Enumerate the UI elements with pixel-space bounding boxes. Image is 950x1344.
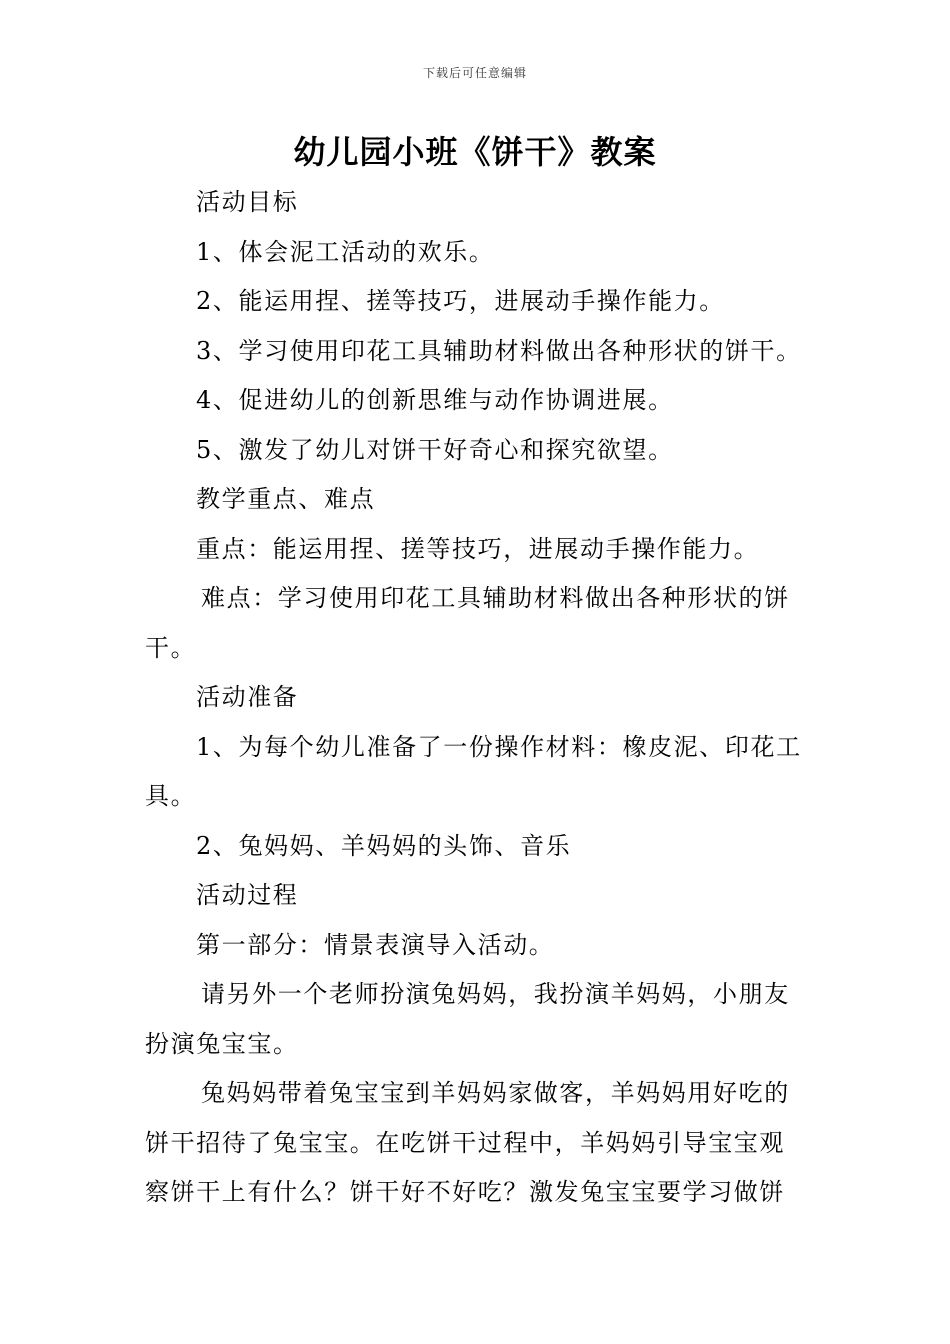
goal-item-5: 5、激发了幼儿对饼干好奇心和探究欲望。 [196,435,674,464]
section-heading-key-points: 教学重点、难点 [196,485,376,513]
document-body [145,178,810,1218]
key-point: 重点：能运用捏、搓等技巧，进展动手操作能力。 [196,534,760,563]
section-heading-preparation: 活动准备 [196,683,299,711]
document-title: 幼儿园小班《饼干》教案 [293,133,657,171]
section-heading-process: 活动过程 [196,881,299,909]
header-note: 下载后可任意编辑 [422,66,527,80]
section-heading-goals: 活动目标 [196,188,299,216]
goal-item-3: 3、学习使用印花工具辅助材料做出各种形状的饼干。 [196,336,802,365]
difficult-point: 难点：学习使用印花工具辅助材料做出各种形状的饼干。 [145,584,790,662]
goal-item-4: 4、促进幼儿的创新思维与动作协调进展。 [196,386,674,414]
process-paragraph-roles: 请另外一个老师扮演兔妈妈，我扮演羊妈妈，小朋友扮演兔宝宝。 [145,980,790,1058]
preparation-item-2: 2、兔妈妈、羊妈妈的头饰、音乐 [196,831,572,860]
process-part-1-heading: 第一部分：情景表演导入活动。 [196,930,555,959]
goal-item-2: 2、能运用捏、搓等技巧，进展动手操作能力。 [196,287,725,315]
goal-item-1: 1、体会泥工活动的欢乐。 [196,237,495,266]
process-paragraph-story: 兔妈妈带着兔宝宝到羊妈妈家做客，羊妈妈用好吃的饼干招待了兔宝宝。在吃饼干过程中，羊妈妈引导宝宝观察饼干上有什么？饼干好不好吃？激发兔宝宝要学习做饼 [145,1079,790,1206]
preparation-item-1: 1、为每个幼儿准备了一份操作材料：橡皮泥、印花工具。 [145,732,802,810]
